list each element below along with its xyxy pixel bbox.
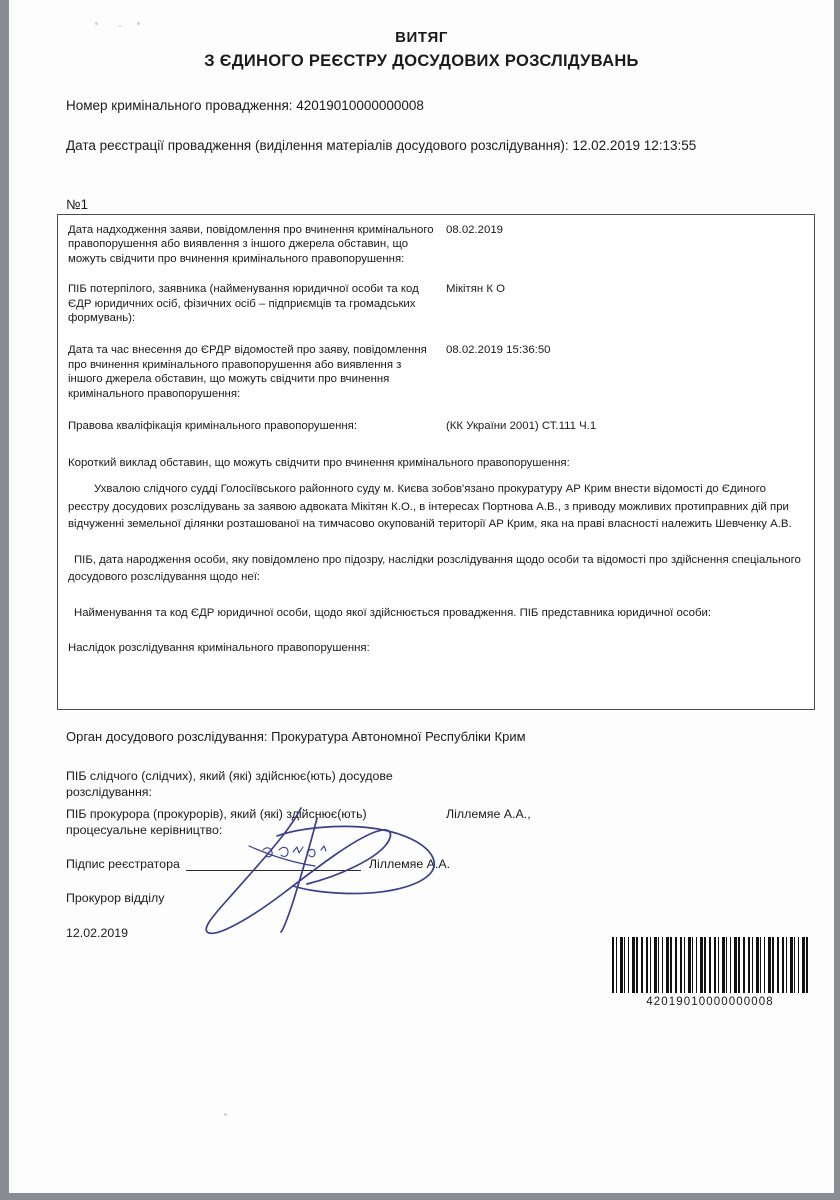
table-row (58, 215, 814, 266)
barcode-number: 42019010000000008 (646, 996, 774, 1008)
scan-speck (119, 25, 121, 27)
table-row (58, 401, 814, 433)
scan-speck (137, 22, 140, 25)
title-line-primary: ВИТЯГ (395, 29, 448, 46)
scan-speck (224, 1113, 227, 1116)
row-value: 08.02.2019 (446, 224, 504, 236)
row-label: Правова кваліфікація кримінального правопорушення: (68, 420, 357, 433)
table-row (58, 325, 814, 401)
legal-entity-heading: Найменування та код ЄДР юридичної особи, щодо якої здійснюється провадження. ПІБ представника юридичної особи: (74, 607, 712, 620)
row-label: Дата та час внесення до ЄРДР відомостей про заяву, повідомлення про вчинення кримінального правопорушення або виявлення з іншого джерела обставин, що можуть свідчити про вчинення кримінального правопорушення: (68, 344, 427, 400)
document-title (9, 28, 834, 72)
record-number-label: №1 (66, 197, 88, 212)
registrar-signature-row (66, 856, 806, 872)
row-label: ПІБ потерпілого, заявника (найменування юридичної особи та код ЄДР юридичних осіб, фізичних осіб – підприємців та громадських формувань): (68, 283, 419, 325)
investigator-label: ПІБ слідчого (слідчих), який (які) здійснює(ють) досудове розслідування: (66, 769, 393, 799)
title-line-secondary: З ЄДИНОГО РЕЄСТРУ ДОСУДОВИХ РОЗСЛІДУВАНЬ (204, 52, 639, 70)
row-value: Мікітян К О (446, 283, 506, 296)
footer-date: 12.02.2019 (66, 926, 129, 940)
outcome-heading: Наслідок розслідування кримінального правопорушення: (68, 641, 370, 654)
scan-speck (95, 22, 98, 25)
registration-date-line: Дата реєстрації провадження (виділення матеріалів досудового розслідування): 12.02.2019 12:13:55 (66, 138, 697, 153)
summary-text: Ухвалою слідчого судді Голосіївського районного суду м. Києва зобов'язано прокуратуру АР Крим внести відомості до Єдиного реєстру досудових розслідувань за заявою адвоката Мікітян К.О., в інтересах Портнова А.В., з приводу можливих протиправних дій при відчуженні земельної ділянки розташованої на тимчасово окупованій території АР Крим, яка на праві власності належить Шевченку А.В. (68, 483, 792, 531)
row-value: (КК України 2001) СТ.111 Ч.1 (446, 420, 597, 433)
registrar-name: Ліллемяе А.А. (368, 857, 451, 871)
barcode-block (612, 937, 808, 1008)
prosecutor-row (66, 806, 806, 838)
investigation-body-line: Орган досудового розслідування: Прокуратура Автономної Республіки Крим (66, 729, 526, 744)
signature-rule (186, 858, 361, 871)
row-label: Дата надходження заяви, повідомлення про вчинення кримінального правопорушення або виявлення з іншого джерела обставин, що можуть свідчити про вчинення кримінального правопорушення: (68, 224, 434, 265)
prosecutor-value: Ліллемяе А.А., (446, 807, 531, 821)
row-value: 08.02.2019 15:36:50 (446, 344, 551, 357)
case-number-line: Номер кримінального провадження: 42019010000000008 (66, 98, 424, 113)
summary-heading: Короткий виклад обставин, що можуть свідчити про вчинення кримінального правопорушення: (68, 457, 570, 470)
prosecutor-label: ПІБ прокурора (прокурорів), який (які) здійснює(ють) процесуальне керівництво: (66, 807, 367, 837)
suspect-heading: ПІБ, дата народження особи, яку повідомлено про підозру, наслідки розслідування щодо особи та відомості про здійснення спеціального досудового розслідування щодо неї: (68, 553, 801, 584)
table-row (58, 266, 814, 325)
barcode-image (612, 937, 808, 993)
department-title: Прокурор відділу (66, 891, 165, 905)
registrar-signature-label: Підпис реєстратора (66, 857, 180, 871)
paper-sheet (9, 0, 834, 1193)
details-table (57, 214, 815, 710)
